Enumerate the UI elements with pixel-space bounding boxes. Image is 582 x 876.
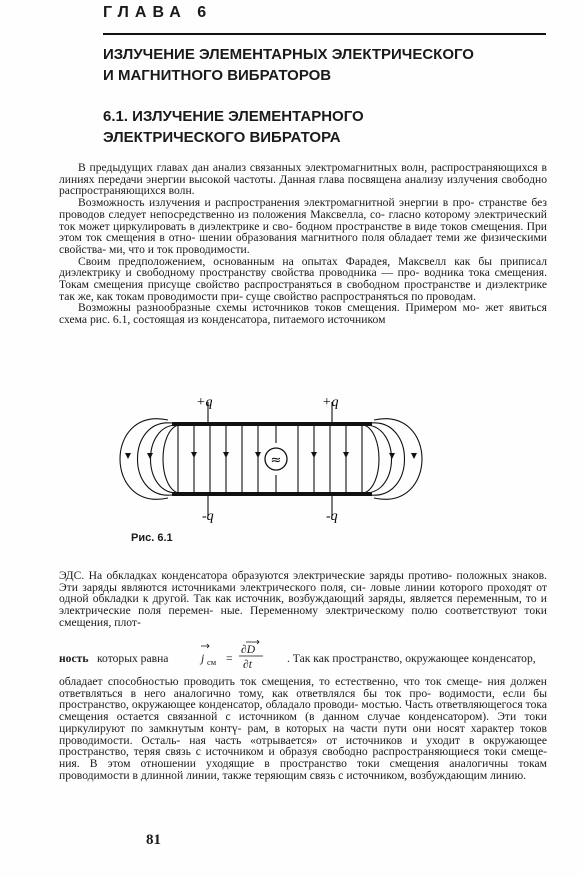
formula-line [59,640,549,672]
charge-label: +q [322,395,339,410]
body-text-middle [59,570,547,629]
lower-plate [172,492,372,496]
chapter-title [103,44,553,86]
section-title-line: 6.1. ИЗЛУЧЕНИЕ ЭЛЕМЕНТАРНОГО [103,108,364,125]
chapter-title-line: ИЗЛУЧЕНИЕ ЭЛЕМЕНТАРНЫХ ЭЛЕКТРИЧЕСКОГО [103,46,474,63]
formula-subscript: см [207,657,217,667]
upper-plate [172,422,372,426]
chapter-heading: ГЛАВА 6 [103,4,213,21]
formula-numerator: ∂D [241,643,256,656]
formula-denominator: ∂t [243,658,252,671]
formula-lhs: j [201,652,205,665]
paragraph-displacement: обладает способностью проводить ток смещения, то естественно, что ток смеще- ния должен ответвляться в него аналогично тому, как ответвлялся бы ток про- водимости, если бы пространство, окружающее конденсатор, обладало проводи- мостью. Часть ответвляющегося тока смещения остается связанной с источником (в данном случае конденсатором). Эти токи циркулируют по замкнутым контү- рам, в которых на части пути они носят характер токов проводимости. Осталь- ная часть «отрывается» от источников и уходит в окружающее пространство, теряя связь с источником и образуя свободно распространяющиеся токи смеще- ния. В этом отношении уходящие в пространство токи смещения аналогичны токам проводимости в длинной линии, также теряющим связь с источником, возбуждающим линию. [59,675,548,782]
charge-label: +q [196,395,213,410]
paragraph-maxwell: Возможность излучения и распространения электромагнитной энергии в про- странстве без проводов следует непосредственно из положения Максвелла, со- гласно которому электрический ток может циркулировать в диэлектрике и сво- бодном пространстве в виде токов смещения. При этом ток смещения в отно- шении образования магнитного поля обладает теми же физическими свойства- ми, что и ток проводимости. [59,196,548,256]
formula-prefix-bold: ность [59,652,89,665]
page-number: 81 [146,832,161,848]
formula-equals: = [226,652,233,665]
capacitor-field-figure [108,392,438,530]
section-title-line: ЭЛЕКТРИЧЕСКОГО ВИБРАТОРА [103,129,341,146]
source-symbol: ≈ [270,453,282,468]
current-density-formula [197,640,287,675]
chapter-title-line: И МАГНИТНОГО ВИБРАТОРОВ [103,67,332,84]
heading-rule [103,33,546,35]
paragraph-faraday: Своим предположением, основанным на опытах Фарадея, Максвелл как бы приписал диэлектрику и свободному пространству свойства проводника — про- водника тока смещения. Токам смещения присуще свойство распространяться в свободном пространстве и диэлектрике так же, как токам проводимости при- суще свойство распространяться по проводам. [59,254,547,303]
body-text-upper [59,162,547,326]
formula-suffix: . Так как пространство, окружающее конденсатор, [287,652,536,665]
section-title [103,106,553,148]
paragraph-sources: Возможны разнообразные схемы источников токов смещения. Примером мо- жет явиться схема рис. 6.1, состоящая из конденсатора, питаемого источником [59,301,547,327]
body-text-lower [59,676,547,781]
charge-label: -q [202,509,214,524]
paragraph-intro: В предыдущих главах дан анализ связанных электромагнитных волн, распространяющихся в линиях передачи энергии высокой частоты. Данная глава посвящена анализу излучения свободно распространяющихся волн. [59,161,547,198]
formula-prefix: которых равна [97,652,169,665]
charge-label: -q [326,509,338,524]
paragraph-charges: ЭДС. На обкладках конденсатора образуются электрические заряды противо- положных знаков. Эти заряды являются источниками электрического поля, си- ловые линии которого проходят от одной обкладки к другой. Так как источник, возбуждающий заряды, является переменным, то и электрические поля перемен- ные. Переменному электрическому полю соответствуют токи смещения, плот- [59,569,547,629]
figure-caption: Рис. 6.1 [131,532,173,544]
